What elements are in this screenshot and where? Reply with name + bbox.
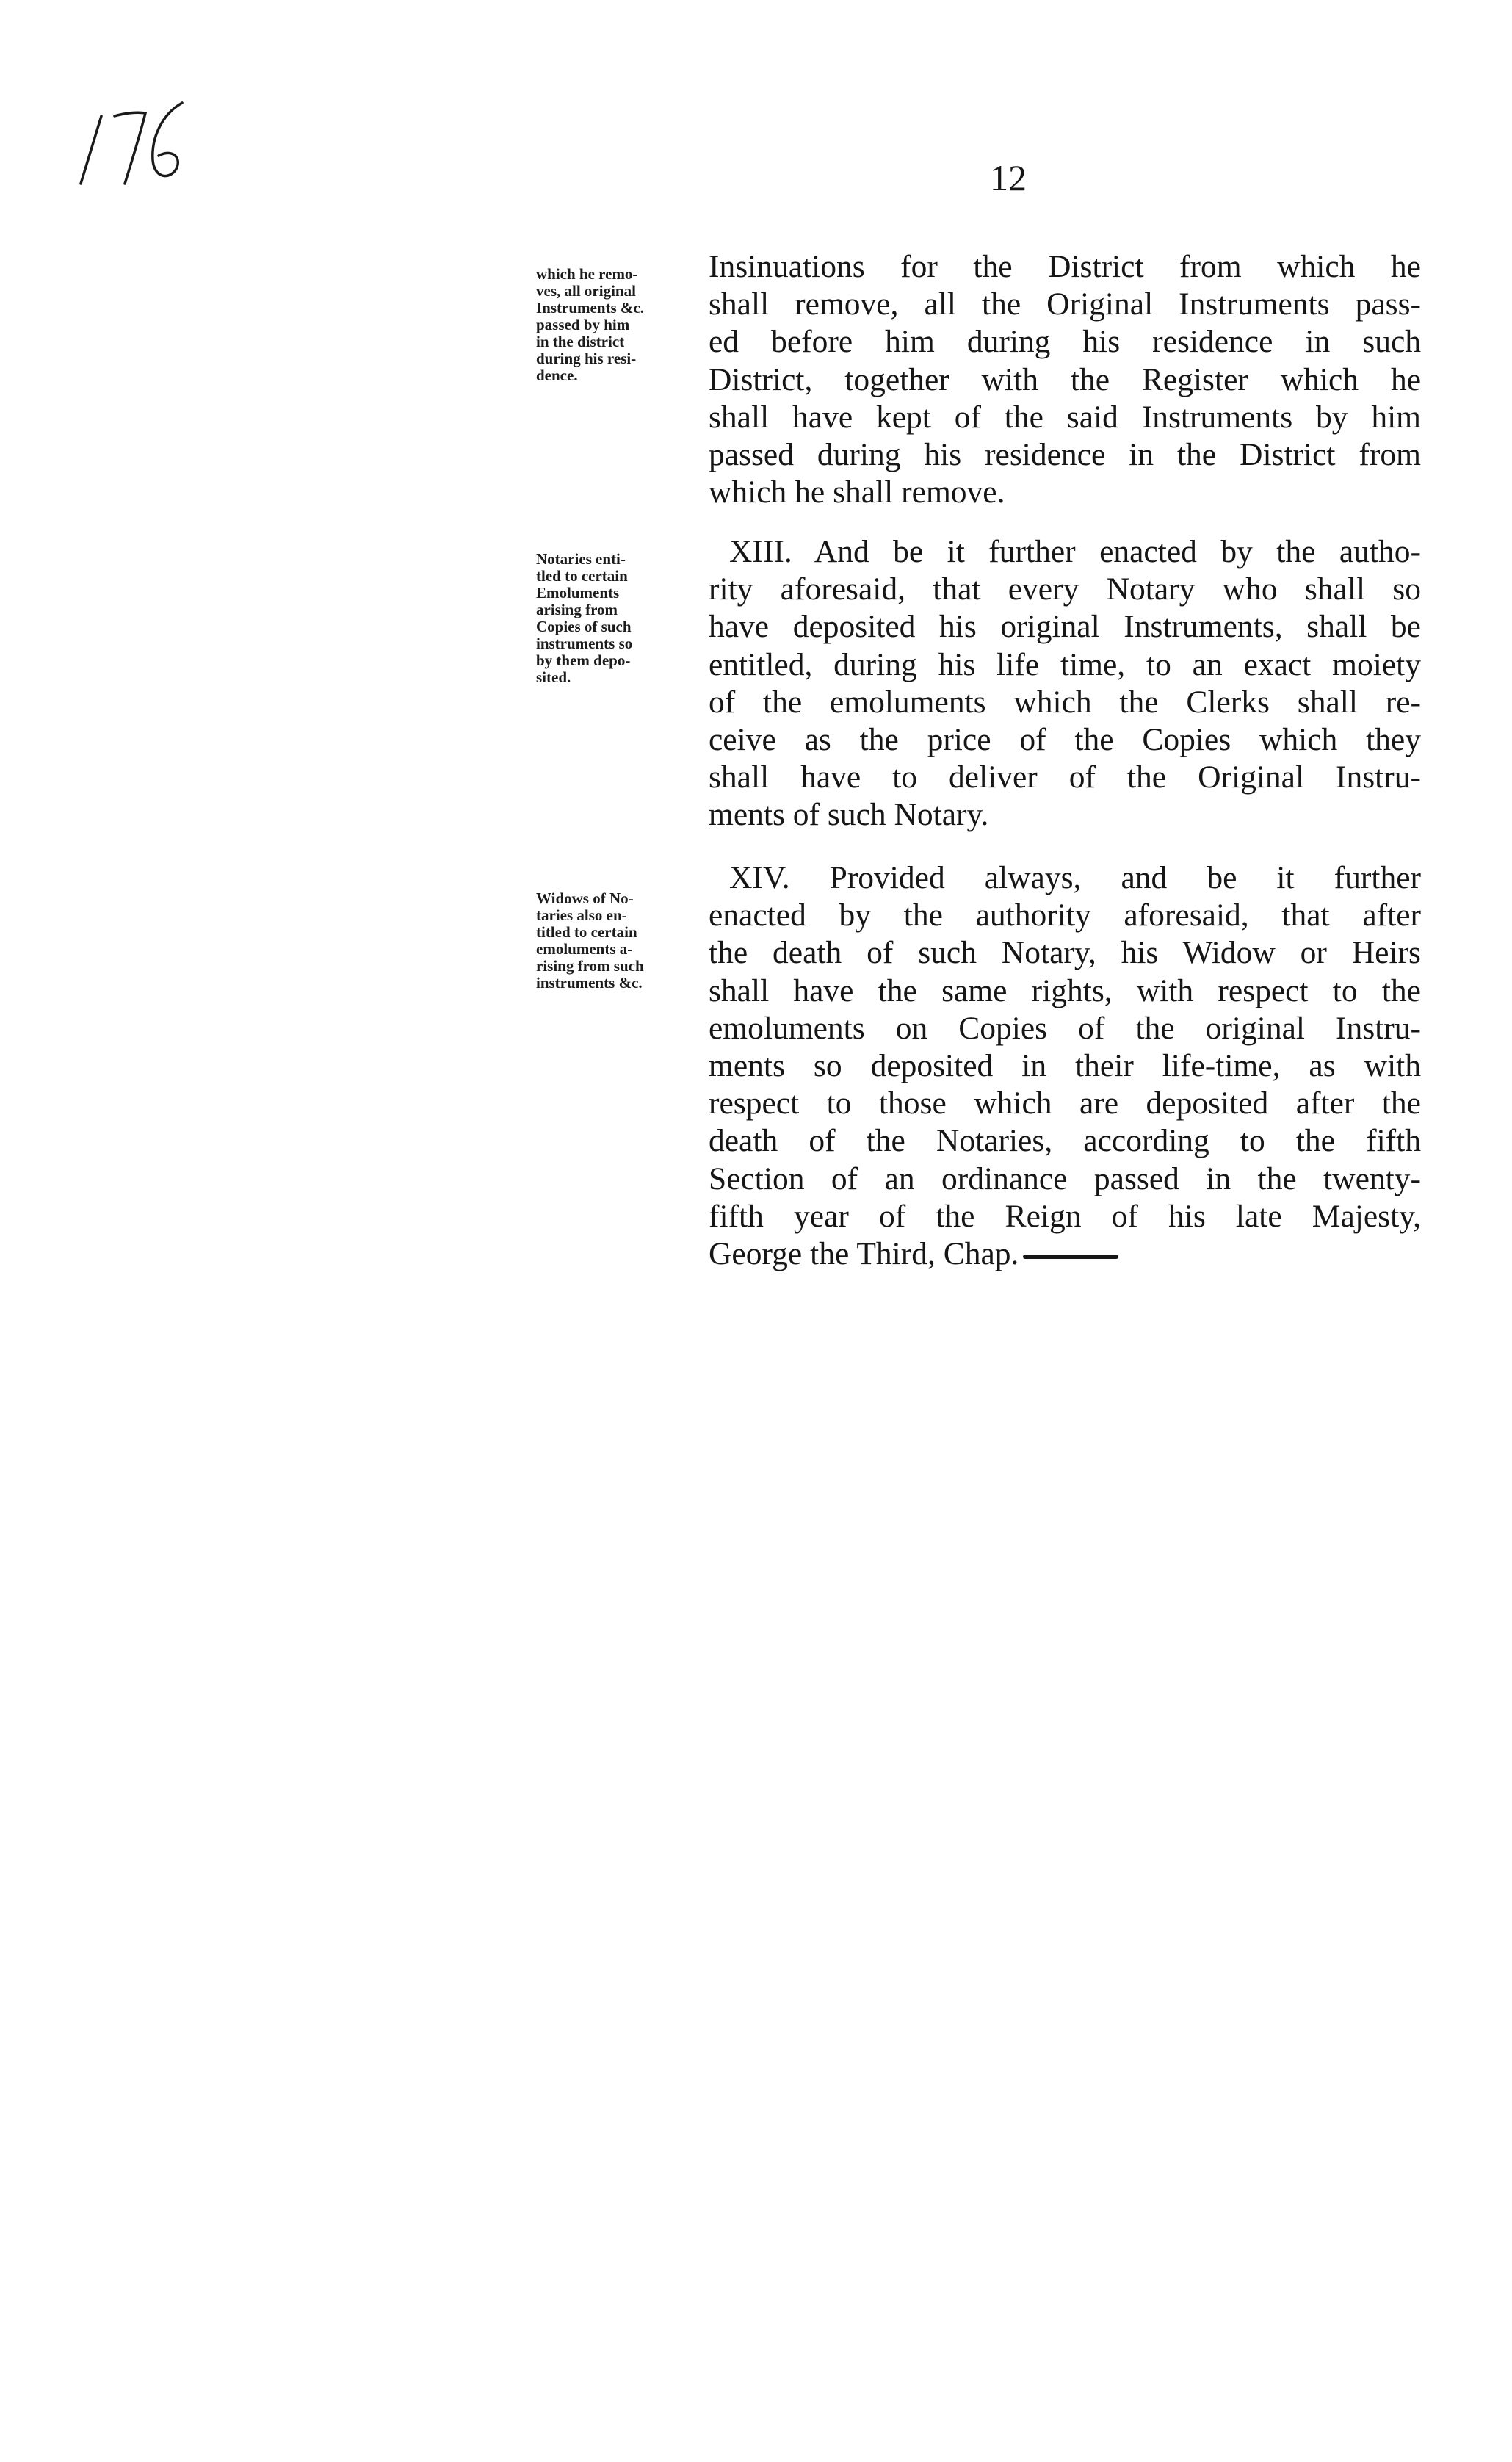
margin-note-line: Notaries enti-: [536, 550, 626, 568]
margin-note-line: taries also en-: [536, 906, 627, 924]
text-line: ceive as the price of the Copies which they: [709, 722, 1421, 758]
text-line: the death of such Notary, his Widow or Heirs: [709, 935, 1421, 971]
text-line: XIII. And be it further enacted by the autho-: [729, 534, 1421, 569]
final-line-text: George the Third, Chap.: [709, 1236, 1019, 1272]
text-line: passed during his residence in the District from: [709, 437, 1421, 473]
text-line: shall remove, all the Original Instruments pass-: [709, 286, 1421, 322]
margin-note-line: ves, all original: [536, 282, 636, 300]
text-line-final: [709, 1235, 1421, 1273]
margin-note-line: during his resi-: [536, 350, 637, 367]
end-rule-dash: [1023, 1255, 1118, 1259]
text-line: Insinuations for the District from which he: [709, 249, 1421, 284]
margin-note-line: Widows of No-: [536, 889, 634, 907]
text-line: of the emoluments which the Clerks shall re-: [709, 684, 1421, 720]
margin-note-line: Instruments &c.: [536, 299, 644, 317]
margin-note-line: titled to certain: [536, 923, 637, 941]
section-xiv: [709, 859, 1421, 1273]
margin-note-line: tled to certain: [536, 567, 628, 585]
text-line: have deposited his original Instruments, shall be: [709, 609, 1421, 645]
margin-note-line: sited.: [536, 668, 571, 686]
text-line: shall have kept of the said Instruments by him: [709, 399, 1421, 435]
margin-note-line: which he remo-: [536, 265, 638, 283]
text-line: respect to those which are deposited after the: [709, 1086, 1421, 1122]
margin-note-line: Copies of such: [536, 618, 632, 635]
margin-note-removal-of-instruments: [536, 266, 692, 384]
text-line: District, together with the Register which he: [709, 361, 1421, 397]
margin-note-line: dence.: [536, 367, 578, 384]
margin-note-line: instruments so: [536, 635, 633, 652]
page-number: 12: [990, 157, 1027, 198]
margin-note-line: arising from: [536, 601, 618, 618]
text-line: ments of such Notary.: [709, 797, 989, 833]
text-line: emoluments on Copies of the original Instru-: [709, 1010, 1421, 1046]
section-xiii: [709, 533, 1421, 834]
paragraph-continuation: [709, 248, 1421, 511]
margin-note-line: in the district: [536, 333, 625, 350]
text-line: which he shall remove.: [709, 474, 1005, 510]
margin-note-notaries-emoluments: [536, 551, 692, 686]
margin-note-line: rising from such: [536, 957, 644, 975]
text-line: XIV. Provided always, and be it further: [729, 860, 1421, 895]
text-line: ed before him during his residence in such: [709, 324, 1421, 360]
text-line: ments so deposited in their life-time, as with: [709, 1048, 1421, 1084]
text-line: shall have the same rights, with respect to the: [709, 972, 1421, 1008]
text-line: fifth year of the Reign of his late Majesty,: [709, 1198, 1421, 1234]
text-line: rity aforesaid, that every Notary who shall so: [709, 571, 1421, 607]
margin-note-line: emoluments a-: [536, 940, 633, 958]
text-line: death of the Notaries, according to the fifth: [709, 1123, 1421, 1159]
margin-note-line: by them depo-: [536, 651, 631, 669]
text-line: Section of an ordinance passed in the twenty-: [709, 1160, 1421, 1196]
margin-note-line: passed by him: [536, 316, 630, 333]
text-line: enacted by the authority aforesaid, that after: [709, 898, 1421, 934]
margin-note-widows-emoluments: [536, 890, 692, 992]
text-line: shall have to deliver of the Original Instru-: [709, 759, 1421, 795]
handwritten-folio-number: [72, 87, 189, 197]
margin-note-line: instruments &c.: [536, 974, 643, 992]
text-line: entitled, during his life time, to an exact moiety: [709, 646, 1421, 682]
margin-note-line: Emoluments: [536, 584, 620, 602]
